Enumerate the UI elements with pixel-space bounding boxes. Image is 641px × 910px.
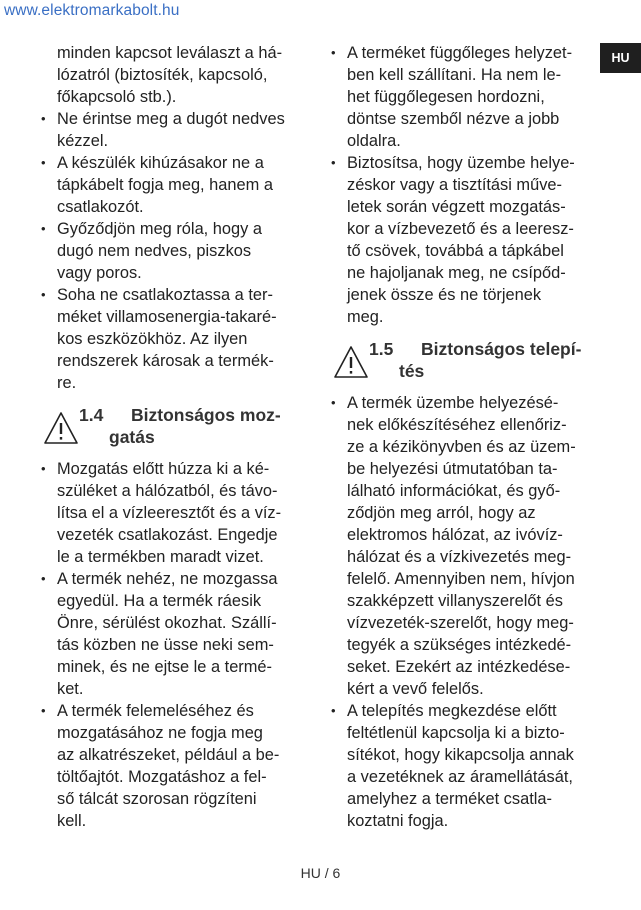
bullet-line: töltőajtót. Mozgatáshoz a fel- [57,768,267,786]
bullet-line: felelő. Amennyiben nem, hívjon [347,570,575,588]
bullet-line: feltétlenül kapcsolja ki a bizto- [347,724,565,742]
bullet-list [327,42,601,328]
bullet-line: A telepítés megkezdése előtt [347,702,557,720]
bullet-line: zéskor vagy a tisztítási műve- [347,176,562,194]
bullet-line: rendszerek károsak a termék- [57,352,274,370]
bullet-line: hálózat és a vízkivezetés meg- [347,548,572,566]
bullet-line: tő csövek, továbbá a tápkábel [347,242,564,260]
bullet-line: tegyék a szükséges intézkedé- [347,636,572,654]
bullet-line: re. [57,374,77,392]
bullet-line: het függőlegesen hordozni, [347,88,545,106]
bullet-list [327,392,601,832]
text-line: minden kapcsot leválaszt a há- [57,44,283,62]
left-column [37,42,315,832]
bullet-line: egyedül. Ha a termék ráesik [57,592,262,610]
bullet-item [37,218,315,284]
bullet-item [37,152,315,218]
text-line: főkapcsoló stb.). [57,88,177,106]
bullet-line: A termék üzembe helyezésé- [347,394,559,412]
bullet-line: szakképzett villanyszerelőt és [347,592,563,610]
bullet-line: döntse szemből nézve a jobb [347,110,560,128]
section-number: 1.5 [369,339,394,359]
bullet-line: vagy poros. [57,264,142,282]
bullet-line: Biztosítsa, hogy üzembe helye- [347,154,575,172]
bullet-item [327,392,601,700]
bullet-item [327,42,601,152]
bullet-item [37,700,315,832]
bullet-item [37,568,315,700]
watermark-url: www.elektromarkabolt.hu [4,2,180,19]
bullet-line: amelyhez a terméket csatla- [347,790,552,808]
bullet-line: szüléket a hálózatból, és távo- [57,482,278,500]
section-heading-1-5 [327,338,601,382]
bullet-line: letek során végzett mozgatás- [347,198,566,216]
bullet-line: A terméket függőleges helyzet- [347,44,573,62]
bullet-line: jenek össze és ne törjenek [347,286,542,304]
bullet-line: kért a vevő felelős. [347,680,484,698]
bullet-line: kell. [57,812,87,830]
bullet-line: koztatni fogja. [347,812,449,830]
bullet-line: lálható információkat, és győ- [347,482,561,500]
bullet-line: vezeték csatlakozást. Engedje [57,526,278,544]
bullet-line: le a termékben maradt vizet. [57,548,264,566]
bullet-line: tás közben ne üsse neki sem- [57,636,274,654]
bullet-line: seket. Ezekért az intézkedése- [347,658,571,676]
bullet-line: dugó nem nedves, piszkos [57,242,252,260]
bullet-line: be helyezési útmutatóban ta- [347,460,558,478]
bullet-line: meg. [347,308,384,326]
bullet-line: kézzel. [57,132,109,150]
bullet-line: az alkatrészeket, például a be- [57,746,280,764]
bullet-line: a vezetéknek az áramellátását, [347,768,573,786]
bullet-list [37,458,315,832]
bullet-line: Mozgatás előtt húzza ki a ké- [57,460,270,478]
bullet-line: kor a vízbevezető és a leeresz- [347,220,574,238]
right-column [327,42,601,832]
page-footer: HU / 6 [300,865,341,881]
continuation-text [37,42,315,108]
section-title-line2: gatás [109,427,155,447]
bullet-item [327,152,601,328]
bullet-line: sítékot, hogy kikapcsolja annak [347,746,574,764]
bullet-line: ze a kézikönyvben és az üzem- [347,438,576,456]
bullet-item [37,284,315,394]
section-title [79,404,281,448]
section-title-line2: tés [399,361,425,381]
bullet-line: oldalra. [347,132,401,150]
warning-triangle-icon [333,344,369,380]
bullet-item [37,458,315,568]
bullet-list [37,108,315,394]
bullet-line: ződjön meg arról, hogy az [347,504,536,522]
bullet-line: minek, és ne ejtse le a termé- [57,658,272,676]
bullet-line: ső tálcát szorosan rögzíteni [57,790,257,808]
bullet-line: ben kell szállítani. Ha nem le- [347,66,562,84]
language-tab: HU [600,43,641,73]
bullet-line: csatlakozót. [57,198,144,216]
bullet-item [327,700,601,832]
bullet-line: Győződjön meg róla, hogy a [57,220,263,238]
bullet-line: ket. [57,680,84,698]
warning-triangle-icon [43,410,79,446]
bullet-line: A termék nehéz, ne mozgassa [57,570,278,588]
bullet-line: Önre, sérülést okozhat. Szállí- [57,614,277,632]
bullet-item [37,108,315,152]
bullet-line: mozgatásához ne fogja meg [57,724,263,742]
bullet-line: kos eszközökhöz. Az ilyen [57,330,248,348]
section-number: 1.4 [79,405,104,425]
bullet-line: A készülék kihúzásakor ne a [57,154,264,172]
section-title-line1: Biztonságos moz- [131,405,281,425]
bullet-line: ne hajoljanak meg, ne csípőd- [347,264,566,282]
section-title-line1: Biztonságos telepí- [421,339,582,359]
section-heading-1-4 [37,404,315,448]
bullet-line: méket villamosenergia-takaré- [57,308,277,326]
bullet-line: Soha ne csatlakoztassa a ter- [57,286,273,304]
text-line: lózatról (biztosíték, kapcsoló, [57,66,268,84]
bullet-line: nek előkészítéséhez ellenőriz- [347,416,567,434]
bullet-line: elektromos hálózat, az ivóvíz- [347,526,563,544]
bullet-line: A termék felemeléséhez és [57,702,254,720]
section-title [369,338,581,382]
bullet-line: tápkábelt fogja meg, hanem a [57,176,273,194]
bullet-line: vízvezeték-szerelőt, hogy meg- [347,614,574,632]
bullet-line: lítsa el a vízleeresztőt és a víz- [57,504,282,522]
bullet-line: Ne érintse meg a dugót nedves [57,110,285,128]
